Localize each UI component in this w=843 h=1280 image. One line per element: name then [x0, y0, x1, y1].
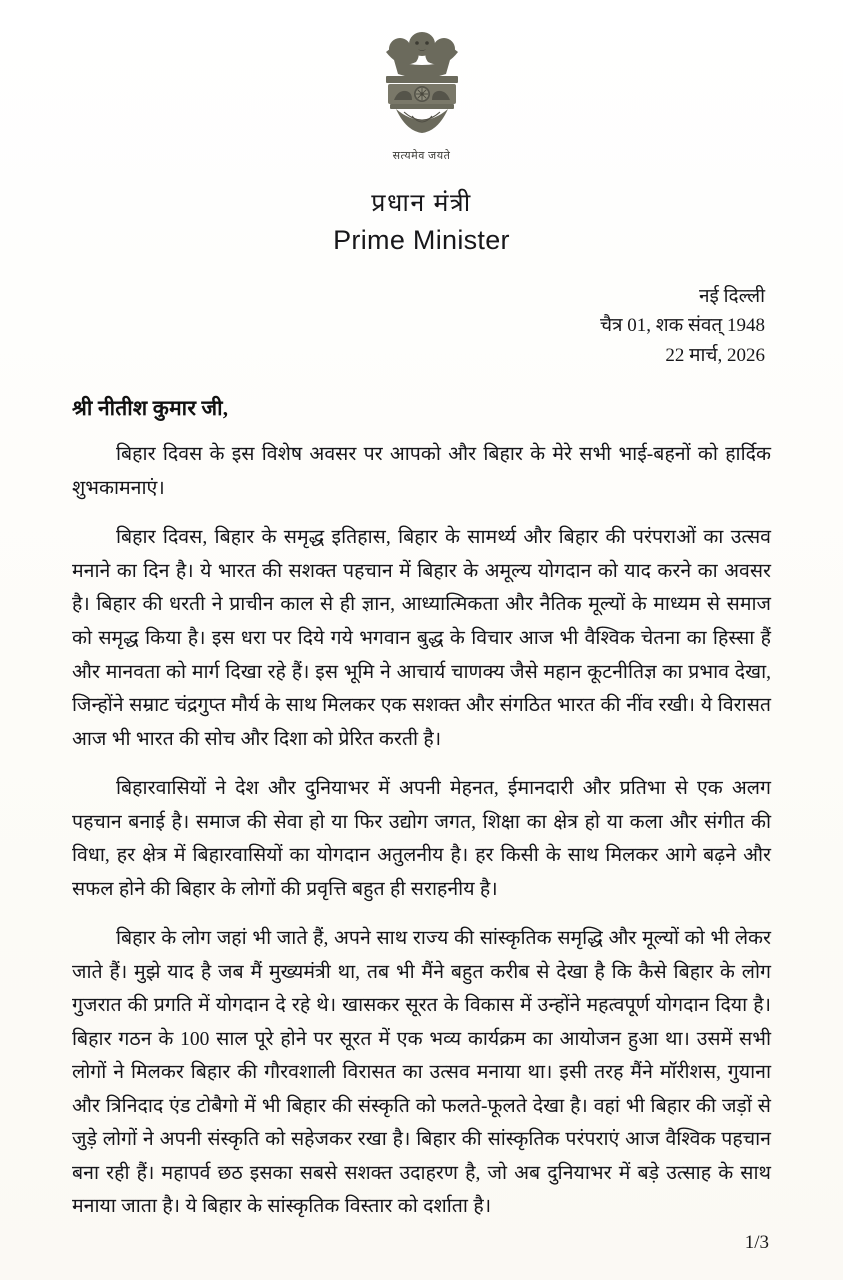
body-paragraph: बिहार के लोग जहां भी जाते हैं, अपने साथ राज्य की सांस्कृतिक समृद्धि और मूल्यों को भी लेकर जाते हैं। मुझे याद है जब मैं मुख्यमंत्री था, तब भी मैंने बहुत करीब से देखा है कि कैसे बिहार के लोग गुजरात की प्रगति में योगदान दे रहे थे। खासकर सूरत के विकास में उन्होंने महत्वपूर्ण योगदान दिया है। बिहार गठन के 100 साल पूरे होने पर सूरत में एक भव्य कार्यक्रम का आयोजन हुआ था। उसमें सभी लोगों ने मिलकर बिहार की गौरवशाली विरासत का उत्सव मनाया था। इसी तरह मैंने मॉरीशस, गुयाना और त्रिनिदाद एंड टोबैगो में भी बिहार की संस्कृति को फलते-फूलते देखा है। वहां भी बिहार की जड़ों से जुड़े लोगों ने अपनी संस्कृति को सहेजकर रखा है। बिहार की सांस्कृतिक परंपराएं आज वैश्विक पहचान बना रही हैं। महापर्व छठ इसका सबसे सशक्त उदाहरण है, जो अब दुनियाभर में बड़े उत्साह के साथ मनाया जाता है। ये बिहार के सांस्कृतिक विस्तार को दर्शाता है।: [72, 928, 771, 1218]
body-paragraph: बिहार दिवस के इस विशेष अवसर पर आपको और बिहार के मेरे सभी भाई-बहनों को हार्दिक शुभकामनाएं।: [72, 444, 771, 499]
letter-body: [72, 438, 771, 1224]
india-state-emblem-icon: [368, 24, 476, 152]
body-paragraph: बिहार दिवस, बिहार के समृद्ध इतिहास, बिहार के सामर्थ्य और बिहार की परंपराओं का उत्सव मनाने का दिन है। ये भारत की सशक्त पहचान में बिहार के अमूल्य योगदान को याद करने का अवसर है। बिहार की धरती ने प्राचीन काल से ही ज्ञान, आध्यात्मिकता और नैतिक मूल्यों के माध्यम से समाज को समृद्ध किया है। इस धरा पर दिये गये भगवान बुद्ध के विचार आज भी वैश्विक चेतना का हिस्सा हैं और मानवता को मार्ग दिखा रहे हैं। इस भूमि ने आचार्य चाणक्य जैसे महान कूटनीतिज्ञ का प्रभाव देखा, जिन्होंने सम्राट चंद्रगुप्त मौर्य के साथ मिलकर एक सशक्त और संगठित भारत की नींव रखी। ये विरासत आज भी भारत की सोच और दिशा को प्रेरित करती है।: [72, 527, 771, 750]
emblem-motto: सत्यमेव जयते: [392, 150, 451, 162]
dateline-gregorian-date: 22 मार्च, 2026: [665, 344, 765, 366]
dateline-place: नई दिल्ली: [698, 286, 765, 307]
letterhead-title: [72, 185, 771, 256]
body-paragraph: बिहारवासियों ने देश और दुनियाभर में अपनी मेहनत, ईमानदारी और प्रतिभा से एक अलग पहचान बनाई है। समाज की सेवा हो या फिर उद्योग जगत, शिक्षा का क्षेत्र हो या कला और संगीत की विधा, हर क्षेत्र में बिहारवासियों का योगदान अतुलनीय है। हर किसी के साथ मिलकर आगे बढ़ने और सफल होने की बिहार के लोगों की प्रवृत्ति बहुत ही सराहनीय है।: [72, 778, 771, 900]
dateline: [72, 282, 771, 370]
dateline-vikram-date: चैत्र 01, शक संवत् 1948: [599, 315, 765, 337]
emblem-block: [72, 24, 771, 163]
page-title-hindi: प्रधान मंत्री: [371, 190, 472, 217]
salutation: श्री नीतीश कुमार जी,: [72, 396, 229, 421]
page-number: 1/3: [744, 1232, 769, 1253]
page-title-english: Prime Minister: [333, 225, 510, 255]
